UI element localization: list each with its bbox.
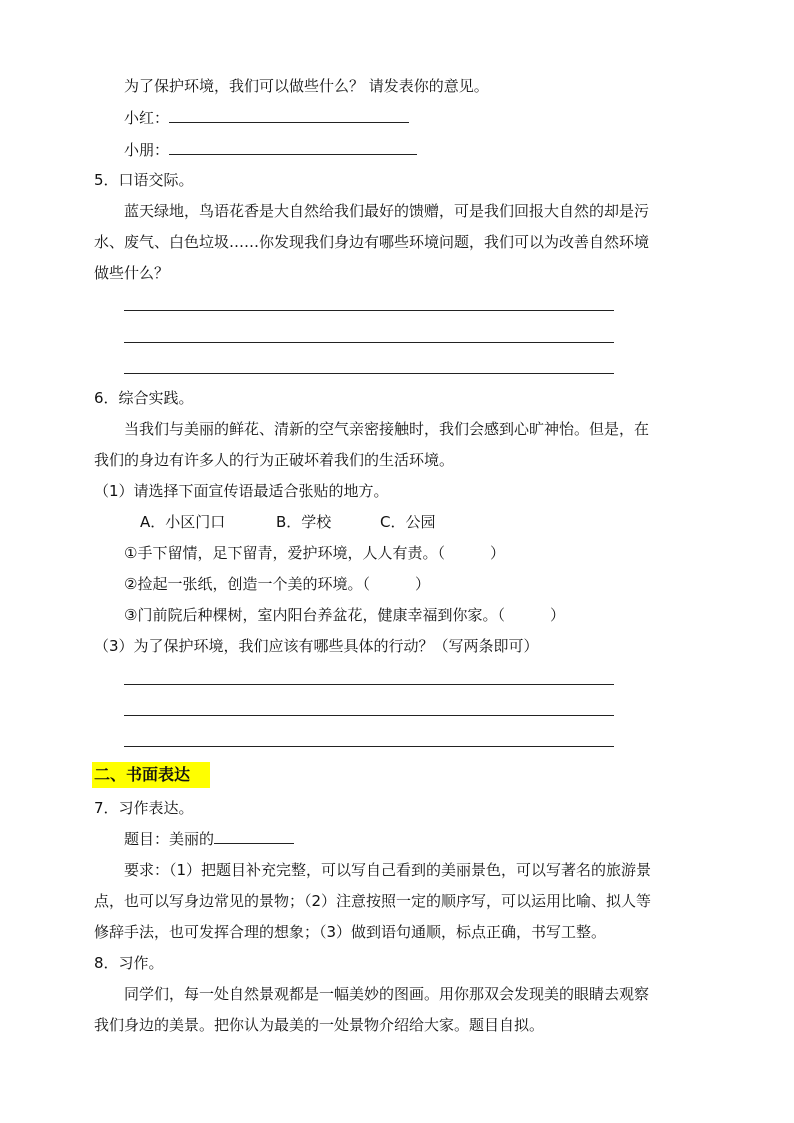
q4-xiaopeng-row	[124, 140, 417, 160]
q7-topic-row	[124, 829, 294, 849]
xiaopeng-answer-blank[interactable]	[169, 140, 417, 155]
q6-slogan-3[interactable]: ③门前院后种棵树，室内阳台养盆花，健康幸福到你家。（ ）	[124, 606, 565, 624]
q6-paragraph-line-1: 当我们与美丽的鲜花、清新的空气亲密接触时，我们会感到心旷神怡。但是，在	[124, 420, 650, 438]
q8-paragraph-line-1: 同学们，每一处自然景观都是一幅美妙的图画。用你那双会发现美的眼睛去观察	[124, 985, 650, 1003]
q8-title: 8．习作。	[94, 954, 164, 972]
q6-option-c: C．公园	[380, 513, 436, 531]
q5-title: 5．口语交际。	[94, 171, 194, 189]
q4-xiaohong-row	[124, 108, 409, 128]
q5-answer-line-3[interactable]	[124, 373, 614, 374]
q7-requirement-line-2: 点，也可以写身边常见的景物；（2）注意按照一定的顺序写，可以运用比喻、拟人等	[94, 892, 652, 910]
q8-paragraph-line-2: 我们身边的美景。把你认为最美的一处景物介绍给大家。题目自拟。	[94, 1016, 545, 1034]
q6-answer-line-1[interactable]	[124, 684, 614, 685]
q6-option-b: B．学校	[276, 513, 332, 531]
q5-paragraph-line-1: 蓝天绿地，鸟语花香是大自然给我们最好的馈赠，可是我们回报大自然的却是污	[124, 202, 650, 220]
q7-topic-blank[interactable]	[214, 829, 294, 844]
q6-option-a: A．小区门口	[140, 513, 226, 531]
q5-answer-line-2[interactable]	[124, 342, 614, 343]
q6-title: 6．综合实践。	[94, 389, 194, 407]
section-heading-written-expression: 二、书面表达	[92, 762, 210, 788]
q6-answer-line-3[interactable]	[124, 746, 614, 747]
q6-paragraph-line-2: 我们的身边有许多人的行为正破坏着我们的生活环境。	[94, 451, 455, 469]
q6-sub1: （1）请选择下面宣传语最适合张贴的地方。	[94, 482, 389, 500]
q5-paragraph-line-2: 水、废气、白色垃圾……你发现我们身边有哪些环境问题，我们可以为改善自然环境	[94, 233, 650, 251]
q7-topic-label: 题目：美丽的	[124, 830, 215, 848]
q5-answer-line-1[interactable]	[124, 310, 614, 311]
q6-answer-line-2[interactable]	[124, 715, 614, 716]
q5-paragraph-line-3: 做些什么？	[94, 264, 170, 282]
q6-sub3: （3）为了保护环境，我们应该有哪些具体的行动？（写两条即可）	[94, 637, 539, 655]
xiaohong-answer-blank[interactable]	[169, 108, 409, 123]
q7-title: 7．习作表达。	[94, 799, 194, 817]
xiaohong-label: 小红：	[124, 109, 170, 127]
q7-requirement-line-1: 要求：（1）把题目补充完整，可以写自己看到的美丽景色，可以写著名的旅游景	[124, 861, 652, 879]
q7-requirement-line-3: 修辞手法，也可发挥合理的想象；（3）做到语句通顺，标点正确，书写工整。	[94, 923, 607, 941]
xiaopeng-label: 小朋：	[124, 141, 170, 159]
q6-slogan-2[interactable]: ②捡起一张纸，创造一个美的环境。（ ）	[124, 575, 430, 593]
q6-slogan-1[interactable]: ①手下留情，足下留青，爱护环境，人人有责。（ ）	[124, 544, 505, 562]
q4-prompt: 为了保护环境，我们可以做些什么？ 请发表你的意见。	[124, 77, 489, 95]
